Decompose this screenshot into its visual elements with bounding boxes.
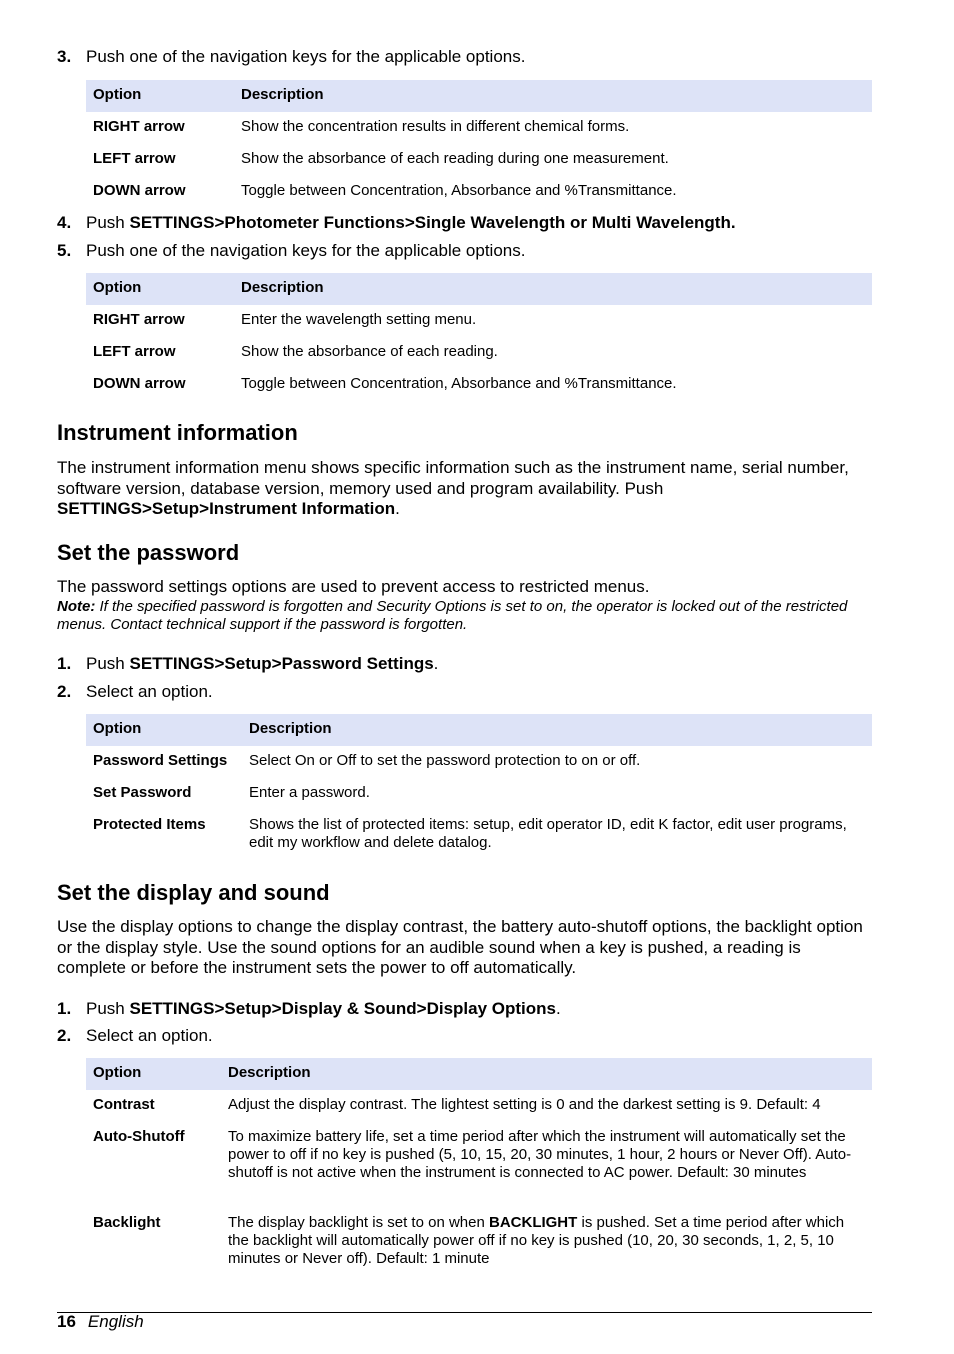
heading-instrument-information: Instrument information <box>57 420 298 445</box>
paragraph-end: . <box>395 499 400 518</box>
option-cell: Contrast <box>93 1096 155 1113</box>
step-end: . <box>555 999 561 1018</box>
header-description: Description <box>241 279 324 296</box>
description-cell: To maximize battery life, set a time period after which the instrument will automatically set the power to off if no key is pushed (5, 10, 15, 20, 30 minutes, 1 hour, 2 hours or Never Off). Auto-shutoff is not active when the instrument is connected to AC power. Default: 30 minutes <box>228 1128 852 1181</box>
option-cell: DOWN arrow <box>93 375 186 392</box>
step-number: 4. <box>57 213 72 232</box>
key-name: BACKLIGHT <box>488 1214 578 1231</box>
footer-divider <box>57 1312 872 1313</box>
heading-display-sound: Set the display and sound <box>57 880 330 905</box>
table-row <box>86 1090 872 1122</box>
header-description: Description <box>228 1064 311 1081</box>
step-text: Push one of the navigation keys for the applicable options. <box>86 241 526 260</box>
menu-path: SETTINGS>Setup>Instrument Information <box>57 499 396 518</box>
table-header <box>86 273 872 305</box>
menu-path: SETTINGS>Setup>Display & Sound>Display Options <box>129 999 556 1018</box>
step-number: 5. <box>57 241 72 260</box>
table-header <box>86 714 872 746</box>
menu-path: SETTINGS>Setup>Password Settings <box>129 654 434 673</box>
table-row <box>86 337 872 369</box>
step-number: 2. <box>57 682 72 701</box>
table-header <box>86 1058 872 1090</box>
header-description: Description <box>249 720 332 737</box>
step-text: Push one of the navigation keys for the applicable options. <box>86 47 526 66</box>
description-cell: Select On or Off to set the password protection to on or off. <box>249 752 641 769</box>
option-cell: Protected Items <box>93 816 206 833</box>
option-cell: LEFT arrow <box>93 343 176 360</box>
table-row <box>86 778 872 810</box>
header-option: Option <box>93 720 142 737</box>
note-text: If the specified password is forgotten and Security Options is set to on, the operator is locked out of the restricted menus. Contact technical support if the password is forgotten. <box>57 598 848 633</box>
page-number: 16 <box>57 1312 76 1331</box>
description-cell: Toggle between Concentration, Absorbance and %Transmittance. <box>241 375 677 392</box>
option-cell: RIGHT arrow <box>93 118 185 135</box>
description-cell: Enter the wavelength setting menu. <box>241 311 477 328</box>
header-option: Option <box>93 86 142 103</box>
description-cell <box>228 1214 868 1268</box>
step-prefix: Push <box>86 654 130 673</box>
option-cell: RIGHT arrow <box>93 311 185 328</box>
step-number: 2. <box>57 1026 72 1045</box>
display-paragraph: Use the display options to change the display contrast, the battery auto-shutoff options, the backlight option or the display style. Use the sound options for an audible sound when a key is pushed, a reading is complete or before the instrument sets the power to off automatically. <box>57 917 863 977</box>
step-text: Select an option. <box>86 682 213 701</box>
option-cell: Set Password <box>93 784 192 801</box>
desc-rest: is pushed. Set a time period after which the backlight will automatically power off if no key is pushed (10, 20, 30 seconds, 1, 2, 5, 10 minutes or Never off). Default: 1 minute <box>228 1214 845 1267</box>
header-description: Description <box>241 86 324 103</box>
step-number: 1. <box>57 999 72 1018</box>
description-cell: Show the absorbance of each reading. <box>241 343 498 360</box>
table-row <box>86 144 872 176</box>
option-cell: Backlight <box>93 1214 161 1231</box>
display-options-table <box>86 1058 872 1276</box>
step-end: . <box>433 654 439 673</box>
menu-path: SETTINGS>Photometer Functions>Single Wavelength or Multi Wavelength. <box>129 213 736 232</box>
table-row <box>86 369 872 401</box>
header-option: Option <box>93 1064 142 1081</box>
password-paragraph: The password settings options are used to prevent access to restricted menus. <box>57 577 650 596</box>
options-table-2 <box>86 273 872 401</box>
step-text: Select an option. <box>86 1026 213 1045</box>
description-cell: Shows the list of protected items: setup, edit operator ID, edit K factor, edit user programs, edit my workflow and delete datalog. <box>249 816 847 851</box>
option-cell: Auto-Shutoff <box>93 1128 185 1145</box>
step-text <box>86 999 561 1019</box>
table-row <box>86 176 872 208</box>
password-options-table <box>86 714 872 860</box>
heading-set-password: Set the password <box>57 540 240 565</box>
step-number: 1. <box>57 654 72 673</box>
description-cell: Toggle between Concentration, Absorbance and %Transmittance. <box>241 182 677 199</box>
description-cell: Enter a password. <box>249 784 370 801</box>
desc-prefix: The display backlight is set to on when <box>228 1214 489 1231</box>
table-row <box>86 810 872 860</box>
step-prefix: Push <box>86 213 130 232</box>
step-text <box>86 213 736 233</box>
description-cell: Show the absorbance of each reading during one measurement. <box>241 150 669 167</box>
options-table-1 <box>86 80 872 208</box>
table-row <box>86 305 872 337</box>
table-row <box>86 112 872 144</box>
table-row <box>86 746 872 778</box>
table-header <box>86 80 872 112</box>
option-cell: Password Settings <box>93 752 228 769</box>
step-prefix: Push <box>86 999 130 1018</box>
instrument-info-paragraph <box>57 458 872 520</box>
password-note <box>57 598 857 634</box>
table-row <box>86 1122 872 1208</box>
option-cell: LEFT arrow <box>93 150 176 167</box>
table-row <box>86 1208 872 1276</box>
paragraph-text: The instrument information menu shows specific information such as the instrument name, serial number, software version, database version, memory used and program availability. Push <box>57 458 849 498</box>
description-cell: Adjust the display contrast. The lightest setting is 0 and the darkest setting is 9. Default: 4 <box>228 1096 821 1113</box>
description-cell: Show the concentration results in different chemical forms. <box>241 118 630 135</box>
step-number: 3. <box>57 47 72 66</box>
page-footer <box>57 1312 144 1332</box>
option-cell: DOWN arrow <box>93 182 186 199</box>
footer-language: English <box>87 1312 144 1331</box>
note-label: Note: <box>57 598 96 615</box>
header-option: Option <box>93 279 142 296</box>
step-text <box>86 654 438 674</box>
